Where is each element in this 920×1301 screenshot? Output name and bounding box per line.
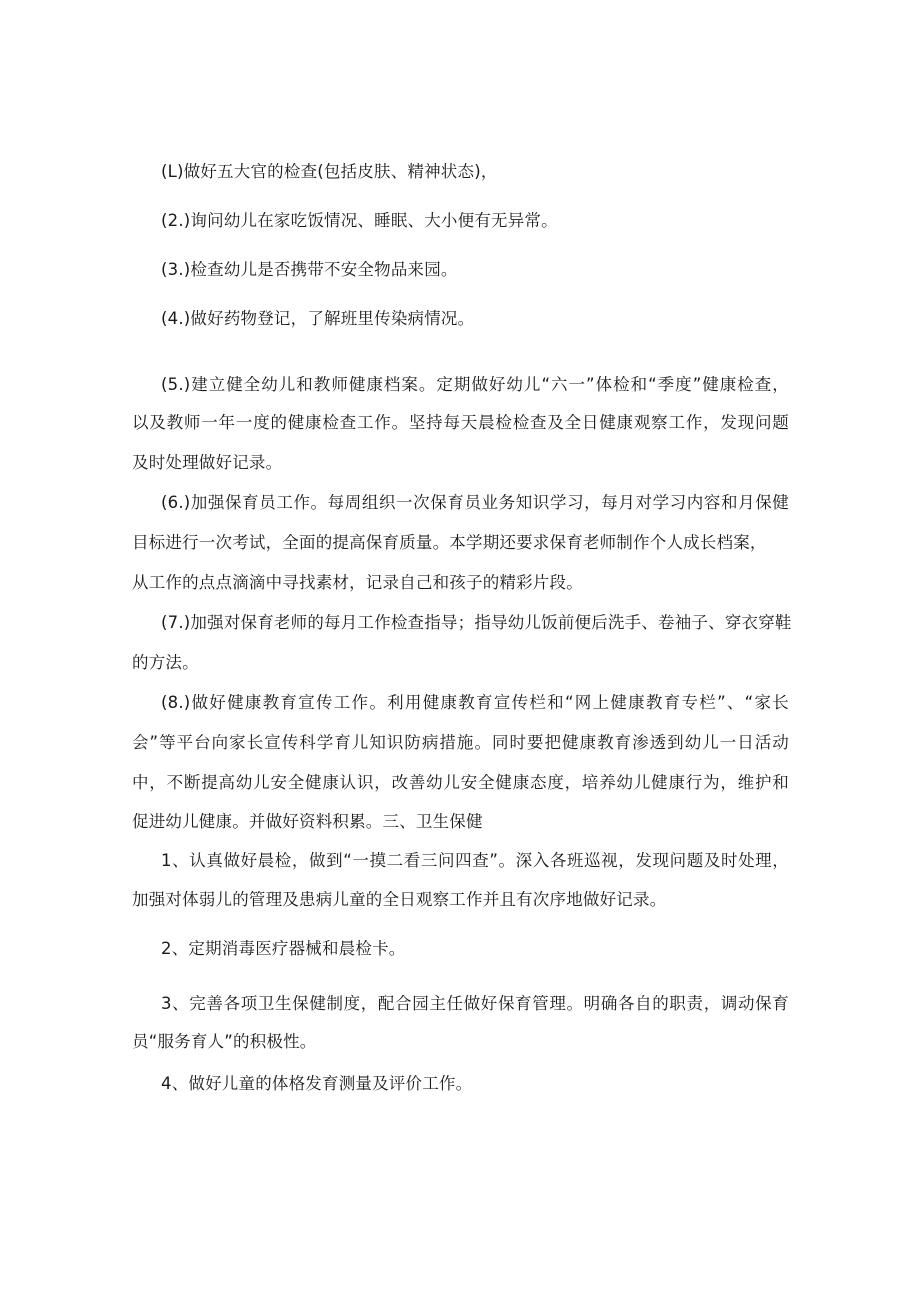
health-item-2-line: 2、定期消毒医疗器械和晨检卡。 — [161, 939, 406, 958]
item-1-line: (L)做好五大官的检查(包括皮肤、精神状态)， — [161, 162, 498, 181]
health-item-1-line-2: 加强对体弱儿的管理及患病儿童的全日观察工作并且有次序地做好记录。 — [132, 890, 667, 909]
item-8-line-4: 促进幼儿健康。并做好资料积累。三、卫生保健 — [132, 812, 483, 831]
health-item-1-line-1: 1、认真做好晨检，做到“一摸二看三问四查”。深入各班巡视，发现问题及时处理， — [161, 851, 789, 870]
item-5-line-1: (5.)建立健全幼儿和教师健康档案。定期做好幼儿“六一”体检和“季度”健康检查， — [161, 375, 789, 394]
item-8-line-1: (8.)做好健康教育宣传工作。利用健康教育宣传栏和“网上健康教育专栏”、“家长 — [161, 693, 789, 712]
item-8-line-3: 中，不断提高幼儿安全健康认识，改善幼儿安全健康态度，培养幼儿健康行为，维护和 — [132, 773, 789, 792]
health-item-3-line-1: 3、完善各项卫生保健制度，配合园主任做好保育管理。明确各自的职责，调动保育 — [161, 994, 789, 1013]
item-2-line: (2.)询问幼儿在家吃饭情况、睡眠、大小便有无异常。 — [161, 211, 558, 230]
item-8-line-2: 会”等平台向家长宣传科学育儿知识防病措施。同时要把健康教育渗透到幼儿一日活动 — [132, 733, 789, 752]
item-6-line-3: 从工作的点点滴滴中寻找素材，记录自己和孩子的精彩片段。 — [132, 573, 583, 592]
health-item-3-line-2: 员“服务育人”的积极性。 — [132, 1032, 317, 1051]
item-3-line: (3.)检查幼儿是否携带不安全物品来园。 — [161, 260, 458, 279]
health-item-4-line: 4、做好儿童的体格发育测量及评价工作。 — [161, 1074, 473, 1093]
item-6-line-2: 目标进行一次考试，全面的提高保育质量。本学期还要求保育老师制作个人成长档案， — [132, 533, 767, 552]
item-6-line-1: (6.)加强保育员工作。每周组织一次保育员业务知识学习，每月对学习内容和月保健 — [161, 493, 789, 512]
item-5-line-3: 及时处理做好记录。 — [132, 453, 283, 472]
item-7-line-1: (7.)加强对保育老师的每月工作检查指导；指导幼儿饭前便后洗手、卷袖子、穿衣穿鞋 — [161, 613, 792, 632]
item-7-line-2: 的方法。 — [132, 653, 199, 672]
item-5-line-2: 以及教师一年一度的健康检查工作。坚持每天晨检检查及全日健康观察工作，发现问题 — [132, 413, 789, 432]
item-4-line: (4.)做好药物登记，了解班里传染病情况。 — [161, 309, 475, 328]
